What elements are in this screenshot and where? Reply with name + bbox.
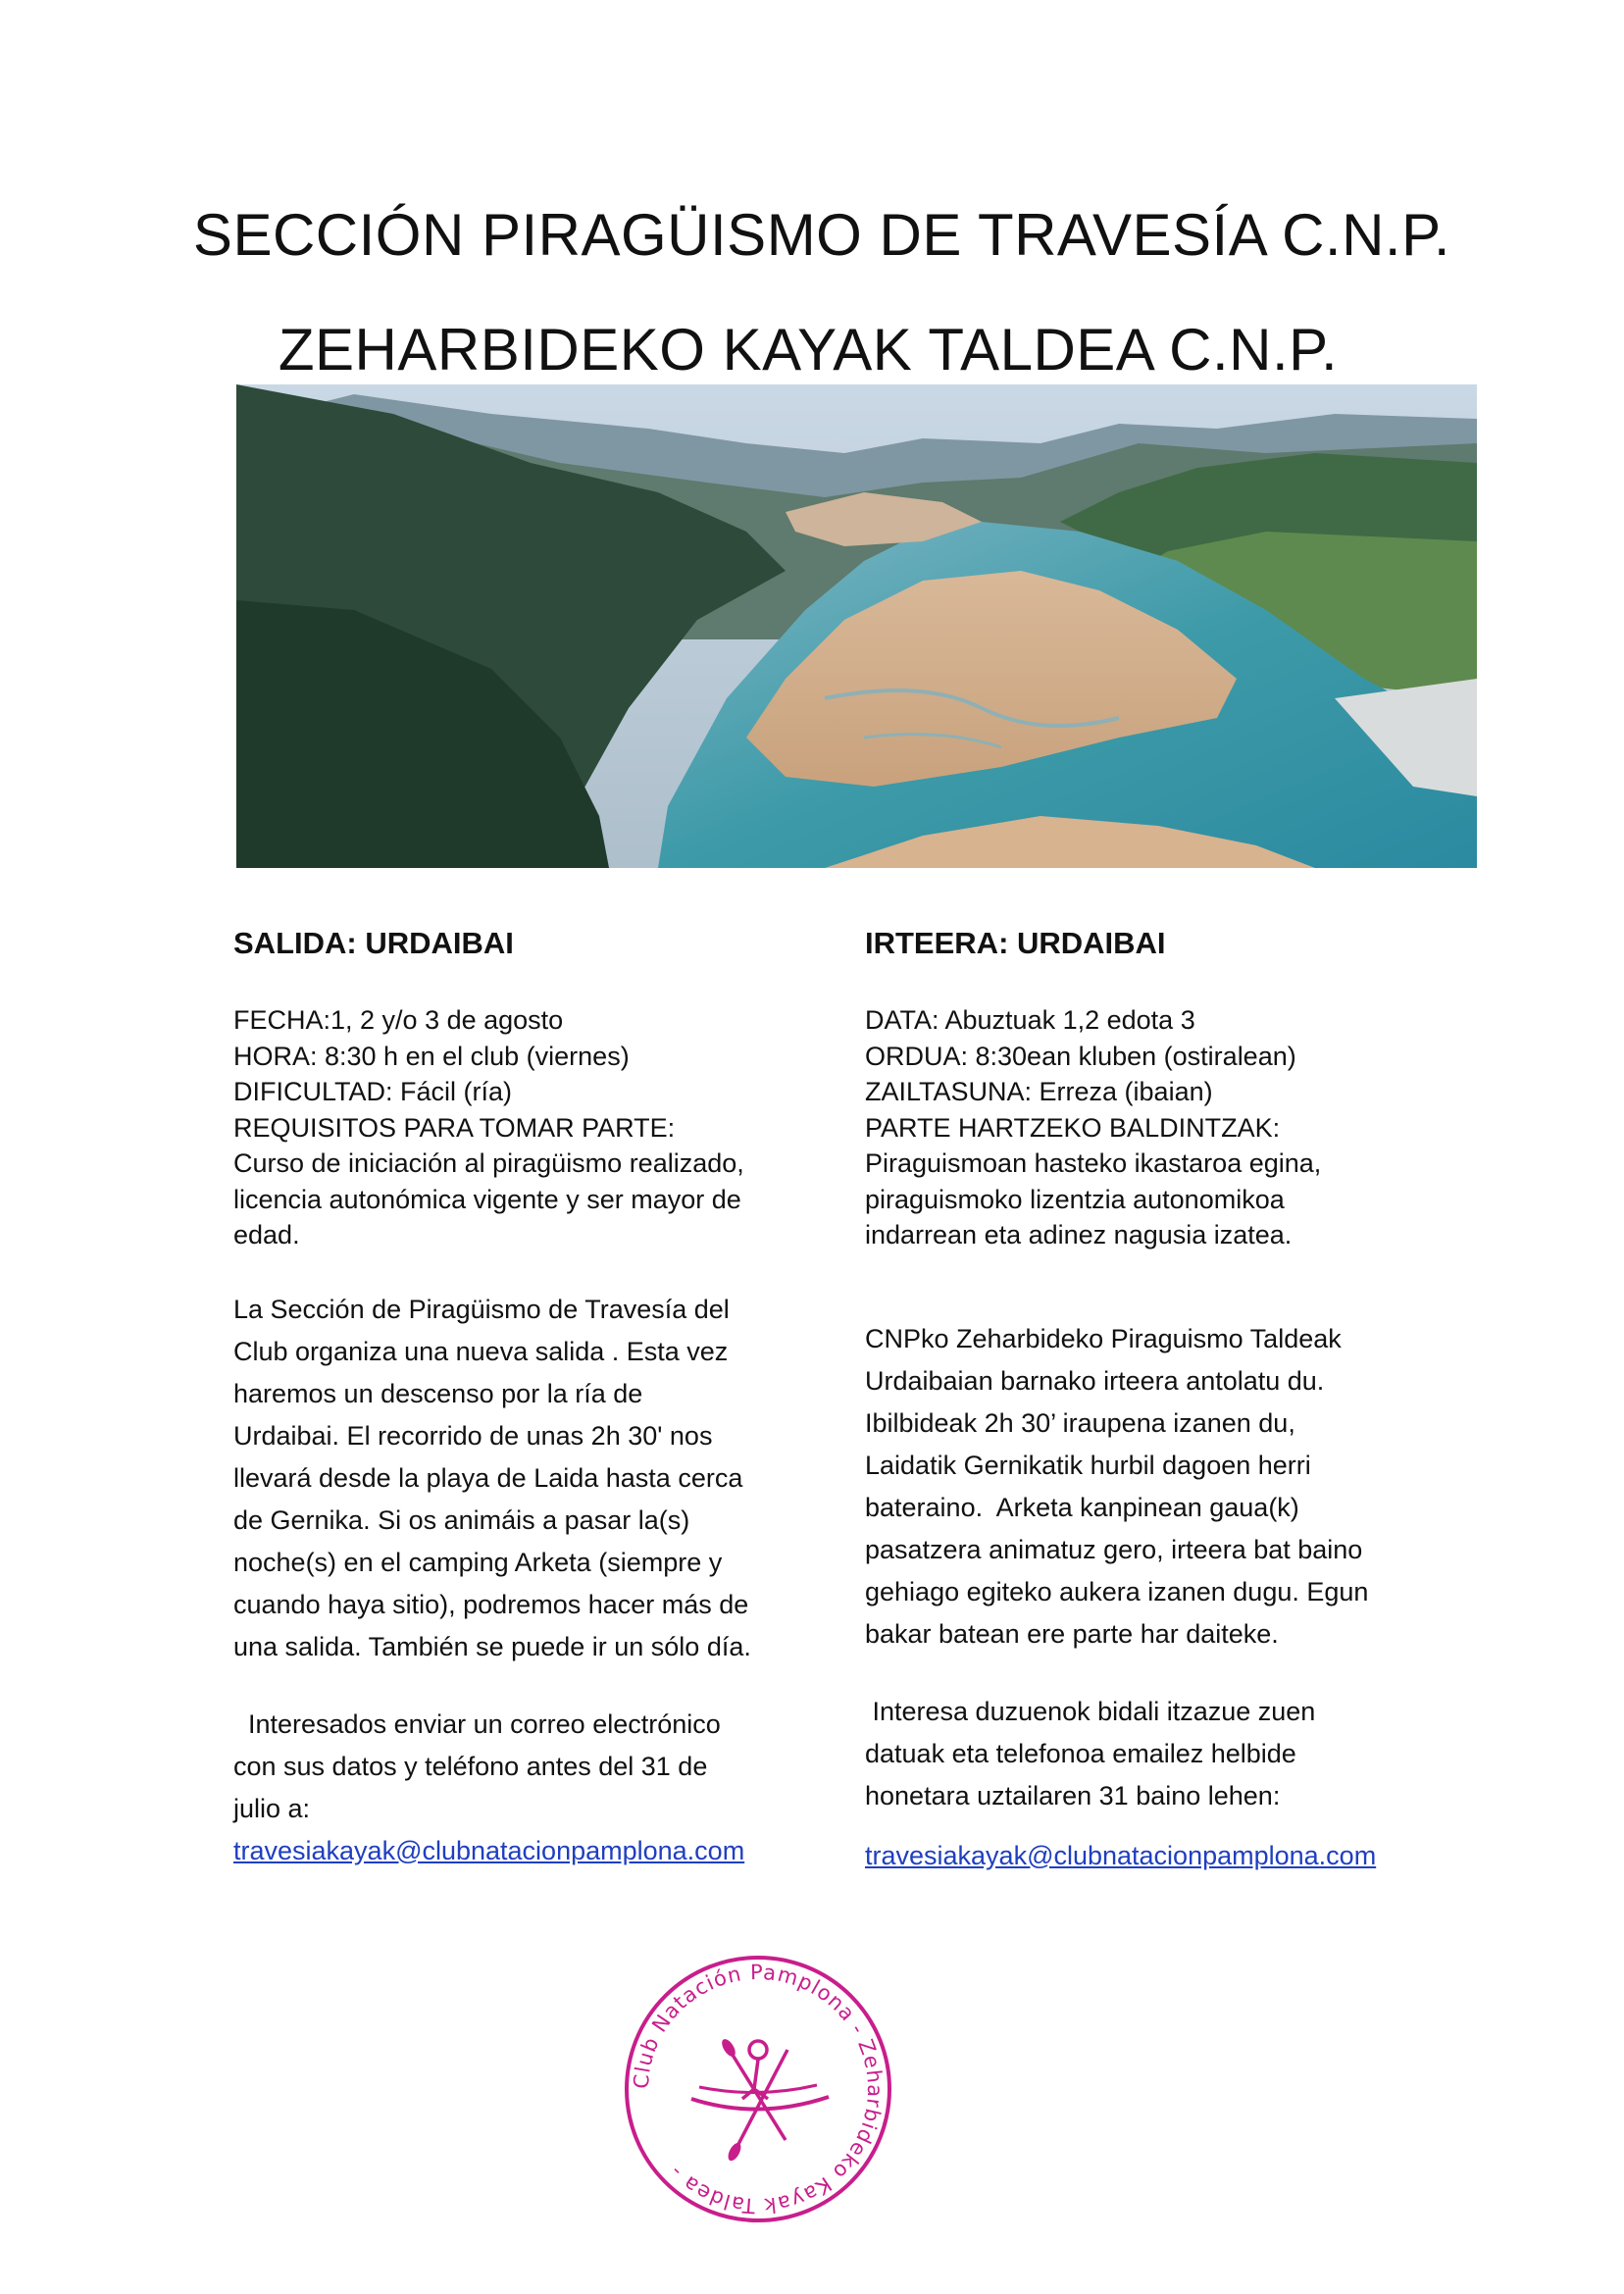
- body-line: pasatzera animatuz gero, irteera bat baino: [865, 1534, 1363, 1564]
- body-line: Ibilbideak 2h 30’ iraupena izanen du,: [865, 1407, 1295, 1438]
- description-paragraph: [233, 1289, 841, 1668]
- kayak-paddler-logo-icon: [621, 1952, 895, 2226]
- detail-line: Curso de iniciación al piragüismo realizado,: [233, 1148, 744, 1178]
- heading-irteera: IRTEERA: URDAIBAI: [865, 926, 1166, 960]
- body-line: una salida. También se puede ir un sólo día.: [233, 1631, 751, 1661]
- body-line: cuando haya sitio), podremos hacer más de: [233, 1589, 749, 1619]
- column-basque: [865, 924, 1473, 1877]
- body-line: haremos un descenso por la ría de: [233, 1378, 643, 1408]
- email-link[interactable]: travesiakayak@clubnatacionpamplona.com: [233, 1835, 745, 1865]
- body-line: Urdaibaian barnako irteera antolatu du.: [865, 1365, 1325, 1396]
- title-eu: ZEHARBIDEKO KAYAK TALDEA C.N.P.: [278, 317, 1339, 382]
- logo-ring-text: Club Natación Pamplona - Zeharbideko Kayak Taldea -: [629, 1960, 888, 2218]
- detail-line: DATA: Abuztuak 1,2 edota 3: [865, 1005, 1195, 1035]
- contact-line: datuak eta telefonoa emailez helbide: [865, 1738, 1296, 1768]
- contact-line: julio a:: [233, 1793, 311, 1823]
- detail-line: indarrean eta adinez nagusia izatea.: [865, 1220, 1293, 1249]
- detail-line: REQUISITOS PARA TOMAR PARTE:: [233, 1112, 676, 1143]
- body-line: gehiago egiteko aukera izanen dugu. Egun: [865, 1576, 1369, 1606]
- detail-line: ORDUA: 8:30ean kluben (ostiralean): [865, 1041, 1296, 1071]
- body-line: llevará desde la playa de Laida hasta cerca: [233, 1462, 743, 1493]
- detail-line: DIFICULTAD: Fácil (ría): [233, 1077, 513, 1106]
- heading-salida: SALIDA: URDAIBAI: [233, 926, 514, 960]
- body-line: noche(s) en el camping Arketa (siempre y: [233, 1547, 723, 1577]
- detail-line: PARTE HARTZEKO BALDINTZAK:: [865, 1112, 1281, 1143]
- detail-line: FECHA:1, 2 y/o 3 de agosto: [233, 1005, 564, 1035]
- body-line: bakar batean ere parte har daiteke.: [865, 1618, 1279, 1649]
- contact-line: Interesados enviar un correo electrónico: [233, 1708, 721, 1739]
- body-line: Laidatik Gernikatik hurbil dagoen herri: [865, 1450, 1311, 1480]
- body-line: La Sección de Piragüismo de Travesía del: [233, 1294, 730, 1324]
- description-paragraph: [865, 1318, 1473, 1656]
- title-es: SECCIÓN PIRAGÜISMO DE TRAVESÍA C.N.P.: [192, 202, 1451, 268]
- aerial-estuary-photo: [236, 384, 1477, 868]
- body-line: Club organiza una nueva salida . Esta vez: [233, 1336, 729, 1366]
- body-line: CNPko Zeharbideko Piraguismo Taldeak: [865, 1323, 1342, 1353]
- email-link[interactable]: travesiakayak@clubnatacionpamplona.com: [865, 1840, 1377, 1870]
- detail-line: edad.: [233, 1220, 300, 1249]
- contact-line: honetara uztailaren 31 baino lehen:: [865, 1780, 1281, 1810]
- body-line: Urdaibai. El recorrido de unas 2h 30' nos: [233, 1420, 713, 1451]
- svg-text:Club Natación Pamplona - Zehar: [630, 1961, 887, 2218]
- detail-line: piraguismoko lizentzia autonomikoa: [865, 1184, 1285, 1214]
- contact-paragraph: [233, 1704, 841, 1872]
- detail-line: HORA: 8:30 h en el club (viernes): [233, 1041, 630, 1071]
- contact-line: con sus datos y teléfono antes del 31 de: [233, 1751, 708, 1781]
- body-line: bateraino. Arketa kanpinean gaua(k): [865, 1492, 1299, 1522]
- contact-line: Interesa duzuenok bidali itzazue zuen: [865, 1696, 1316, 1726]
- contact-paragraph: [865, 1691, 1473, 1877]
- body-line: de Gernika. Si os animáis a pasar la(s): [233, 1504, 690, 1535]
- detail-line: licencia autonómica vigente y ser mayor de: [233, 1184, 741, 1214]
- detail-line: Piraguismoan hasteko ikastaroa egina,: [865, 1148, 1322, 1178]
- detail-line: ZAILTASUNA: Erreza (ibaian): [865, 1077, 1213, 1106]
- column-spanish: [233, 924, 841, 1872]
